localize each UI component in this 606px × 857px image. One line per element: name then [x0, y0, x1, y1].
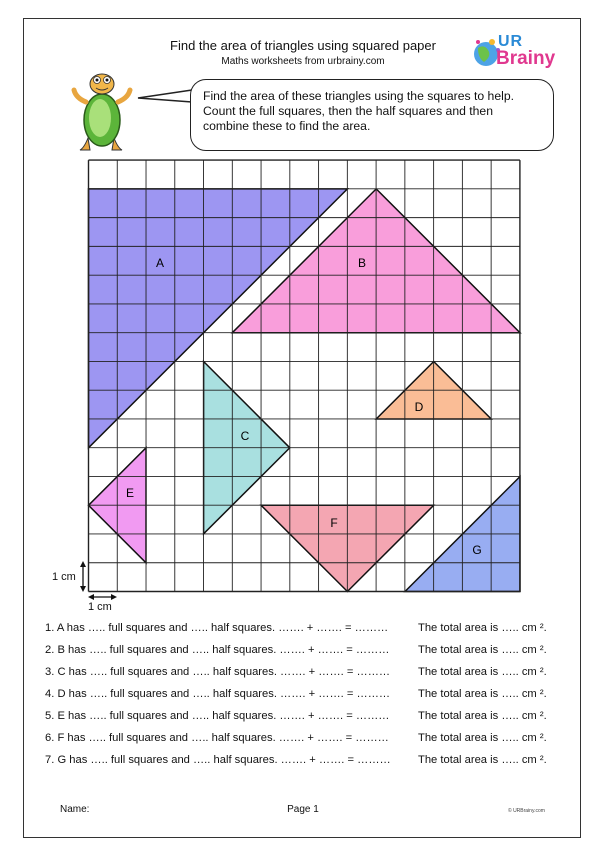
question-row [40, 644, 560, 660]
scale-label-vertical: 1 cm [52, 571, 76, 583]
question-row [40, 688, 560, 704]
urbrainy-logo [472, 32, 568, 72]
instruction-line-2: Count the full squares, then the half squares and then [203, 104, 493, 118]
triangle-label-e: E [125, 486, 135, 500]
tortoise-mascot-icon [70, 68, 140, 154]
worksheet-subtitle: Maths worksheets from urbrainy.com [221, 56, 385, 67]
question-text: 1. A has ….. full squares and ….. half squares. ……. + ……. = ……… [45, 622, 389, 634]
question-row [40, 666, 560, 682]
question-total: The total area is ….. cm ². [418, 644, 547, 656]
question-total: The total area is ….. cm ². [418, 688, 547, 700]
question-text: 7. G has ….. full squares and ….. half squares. ……. + ……. = ……… [45, 754, 391, 766]
question-total: The total area is ….. cm ². [418, 710, 547, 722]
logo-brainy-text: Brainy [496, 48, 556, 69]
question-row [40, 622, 560, 638]
question-text: 3. C has ….. full squares and ….. half squares. ……. + ……. = ……… [45, 666, 391, 678]
triangle-label-b: B [357, 256, 367, 270]
question-total: The total area is ….. cm ². [418, 754, 547, 766]
triangle-label-c: C [240, 429, 250, 443]
instruction-line-3: combine these to find the area. [203, 119, 371, 133]
question-total: The total area is ….. cm ². [418, 622, 547, 634]
instruction-line-1: Find the area of these triangles using the squares to help. [203, 89, 514, 103]
question-row [40, 710, 560, 726]
logo-ur-text: UR [498, 33, 524, 50]
triangle-label-a: A [155, 256, 165, 270]
question-total: The total area is ….. cm ². [418, 666, 547, 678]
scale-markers [80, 561, 117, 600]
question-total: The total area is ….. cm ². [418, 732, 547, 744]
scale-label-horizontal: 1 cm [88, 601, 112, 613]
name-label: Name: [60, 804, 90, 815]
page-number: Page 1 [287, 804, 319, 815]
question-row [40, 732, 560, 748]
triangle-label-g: G [472, 543, 482, 557]
copyright-text: © URBrainy.com [508, 808, 545, 814]
worksheet-title: Find the area of triangles using squared paper [170, 38, 436, 53]
instructions-speech-bubble [190, 79, 554, 151]
question-text: 6. F has ….. full squares and ….. half squares. ……. + ……. = ……… [45, 732, 389, 744]
triangle-label-d: D [414, 400, 424, 414]
question-text: 4. D has ….. full squares and ….. half squares. ……. + ……. = ……… [45, 688, 391, 700]
speech-bubble-tail [136, 86, 196, 110]
question-text: 5. E has ….. full squares and ….. half squares. ……. + ……. = ……… [45, 710, 390, 722]
question-row [40, 754, 560, 770]
squared-paper-grid [80, 155, 530, 605]
triangle-label-f: F [330, 516, 338, 530]
question-text: 2. B has ….. full squares and ….. half squares. ……. + ……. = ……… [45, 644, 390, 656]
